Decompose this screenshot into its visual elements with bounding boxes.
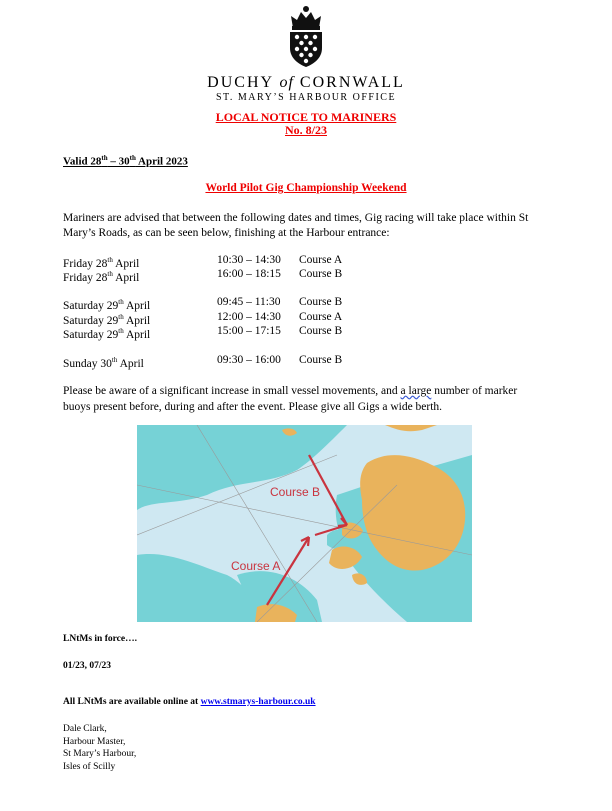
course-chart-map <box>137 425 472 622</box>
notice-heading <box>0 111 612 137</box>
signature-block <box>63 723 136 773</box>
course-a-label: Course A <box>231 559 281 573</box>
signatory-location: Isles of Scilly <box>63 761 116 772</box>
office-subtitle: ST. MARY’S HARBOUR OFFICE <box>215 92 397 103</box>
signatory-place: St Mary’s Harbour, <box>63 749 137 759</box>
intro-paragraph: Mariners are advised that between the following dates and times, Gig racing will take place within St Mary’s Roads, as can be seen below, finishing at the Harbour entrance: <box>63 212 529 239</box>
event-title: World Pilot Gig Championship Weekend <box>205 182 407 194</box>
website-link[interactable]: www.stmarys-harbour.co.uk <box>200 697 316 707</box>
duchy-title: DUCHY of CORNWALL <box>207 74 405 91</box>
awareness-paragraph: Please be aware of a significant increase in small vessel movements, and a large number of marker buoys present before, during and after the event. Please give all Gigs a wide berth. <box>63 385 518 413</box>
notice-title: LOCAL NOTICE TO MARINERS <box>215 110 397 124</box>
lntms-heading: LNtMs in force…. <box>63 634 137 644</box>
availability-line: All LNtMs are available online at www.stmarys-harbour.co.uk <box>63 697 316 707</box>
lntms-list: 01/23, 07/23 <box>63 661 112 671</box>
validity-line: Valid 28th – 30th April 2023 <box>63 154 188 168</box>
notice-number: No. 8/23 <box>285 123 327 137</box>
signatory-role: Harbour Master, <box>63 736 126 747</box>
coronet-icon <box>291 6 321 30</box>
duchy-crest-logo <box>283 4 329 68</box>
course-b-label: Course B <box>270 485 321 499</box>
shield-icon <box>290 32 322 67</box>
signatory-name: Dale Clark, <box>63 724 107 734</box>
